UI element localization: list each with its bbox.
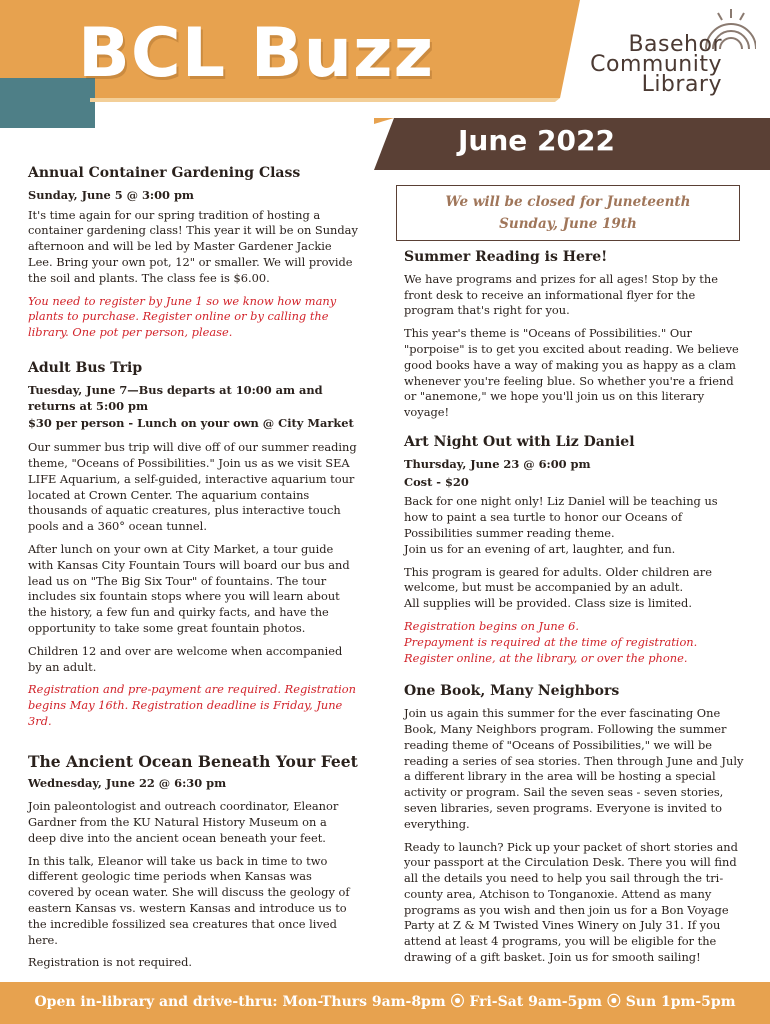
bullet-icon: ⦿ — [450, 994, 465, 1010]
gardening-section — [28, 166, 358, 341]
bus-title: Adult Bus Trip — [28, 359, 143, 376]
bus-note: Registration and pre-payment are required. Registration begins May 16th. Registration deadline is Friday, June 3rd. — [28, 682, 357, 728]
art-title: Art Night Out with Liz Daniel — [404, 433, 635, 450]
closure-notice — [396, 185, 740, 241]
gardening-body: It's time again for our spring tradition of hosting a container gardening class! This year it will be on Sunday afternoon and will be led by Master Gardener Jackie Lee. Bring your own pot, 12" or smaller. We will provide the soil and plants. The class fee is $6.00. — [28, 207, 358, 285]
summer-p1: We have programs and prizes for all ages! Stop by the front desk to receive an informational flyer for the program that's right for you. — [404, 271, 718, 318]
hours-weekday: Open in-library and drive-thru: Mon-Thurs 9am-8pm — [34, 994, 446, 1010]
art-p2 — [404, 565, 744, 612]
art-section — [404, 435, 744, 666]
onebook-title: One Book, Many Neighbors — [404, 683, 620, 700]
bus-p3: Children 12 and over are welcome when accompanied by an adult. — [28, 643, 343, 674]
art-p2b: All supplies will be provided. Class size is limited. — [404, 596, 692, 611]
library-logo — [590, 4, 756, 97]
bullet-icon: ⦿ — [606, 994, 621, 1010]
art-note-3: Register online, at the library, or over the phone. — [404, 650, 688, 665]
closure-line-1: We will be closed for Juneteenth — [445, 194, 691, 210]
art-cost: Cost - $20 — [404, 474, 469, 489]
logo-word-2: Community — [590, 52, 722, 77]
onebook-p2: Ready to launch? Pick up your packet of short stories and your passport at the Circulation Desk. There you will find all the details you need to help you sail through the tri-county area, Atchison to Tonganoxie. Attend as many programs as you wish and then join us for a Bon Voyage Party at Z & M Twisted Vines Winery on July 31. If you attend at least 4 programs, you will be eligible for the drawing of a gift basket. Join us for smooth sailing! — [404, 839, 738, 965]
onebook-section — [404, 684, 744, 966]
bus-p2: After lunch on your own at City Market, a tour guide with Kansas City Fountain Tours will board our bus and lead us on "The Big Six Tour" of fountains. The tour includes six fountain stops where you will learn about the history, a few fun and quirky facts, and have the opportunity to take some great fountain photos. — [28, 541, 350, 635]
ocean-title: The Ancient Ocean Beneath Your Feet — [28, 751, 358, 771]
gardening-when: Sunday, June 5 @ 3:00 pm — [28, 187, 194, 202]
art-note — [404, 619, 744, 666]
hours-sunday: Sun 1pm-5pm — [625, 994, 736, 1010]
art-note-1: Registration begins on June 6. — [404, 618, 579, 633]
ocean-p3: Registration is not required. — [28, 955, 193, 970]
bus-cost: $30 per person - Lunch on your own @ City Market — [28, 416, 354, 431]
gardening-note: You need to register by June 1 so we know how many plants to purchase. Register online or by calling the library. One pot per person, please. — [28, 293, 337, 340]
bus-when: Tuesday, June 7—Bus departs at 10:00 am and returns at 5:00 pm — [28, 382, 323, 413]
ocean-section — [28, 751, 358, 972]
art-when: Thursday, June 23 @ 6:00 pm — [404, 456, 591, 471]
logo-word-3: Library — [641, 72, 722, 97]
summer-title: Summer Reading is Here! — [404, 249, 608, 265]
closure-line-2: Sunday, June 19th — [499, 216, 637, 232]
onebook-p1: Join us again this summer for the ever fascinating One Book, Many Neighbors program. Following the summer reading theme of "Oceans of Possibilities," we will be reading a series of sea stories. Then through June and July a different library in the area will be hosting a special activity or program. Sail the seven seas - seven stories, seven libraries, seven programs. Everyone is invited to everything. — [404, 706, 744, 831]
art-p1a: Back for one night only! Liz Daniel will be teaching us how to paint a sea turtle to honor our Oceans of Possibilities summer reading theme. — [404, 494, 718, 540]
ocean-p1: Join paleontologist and outreach coordinator, Eleanor Gardner from the KU Natural History Museum on a deep dive into the ancient ocean beneath your feet. — [28, 799, 339, 845]
right-column — [404, 250, 744, 980]
ocean-p2: In this talk, Eleanor will take us back in time to two different geologic time periods when Kansas was covered by ocean water. She will discuss the geology of eastern Kansas vs. western Kansas and introduce us to the incredible fossilized sea creatures that once lived here. — [28, 853, 350, 947]
footer-hours — [0, 982, 770, 1024]
summer-p2: This year's theme is "Oceans of Possibilities." Our "porpoise" is to get you excited about reading. We believe good books have a way of making you as happy as a clam whenever you're feeling blue. So whether you're a friend or "anemone," we hope you'll join us on this literary voyage! — [404, 326, 739, 420]
hours-friday-saturday: Fri-Sat 9am-5pm — [469, 994, 602, 1010]
gardening-title: Annual Container Gardening Class — [28, 165, 301, 181]
art-p1 — [404, 494, 744, 557]
left-column — [28, 166, 358, 985]
logo-word-1: Basehor — [628, 32, 722, 57]
issue-date: June 2022 — [458, 124, 615, 157]
bus-p1: Our summer bus trip will dive off of our summer reading theme, "Oceans of Possibilities." Join us as we visit SEA LIFE Aquarium, a self-guided, interactive aquarium tour located at Crown Center. The aquarium contains thousands of aquatic creatures, plus interactive touch pools and a 360° ocean tunnel. — [28, 440, 357, 534]
art-p2a: This program is geared for adults. Older children are welcome, but must be accompanied by an adult. — [404, 564, 712, 595]
summer-section — [404, 250, 744, 421]
bus-section — [28, 361, 358, 730]
ocean-when: Wednesday, June 22 @ 6:30 pm — [28, 775, 227, 790]
newsletter-title: BCL Buzz — [78, 14, 435, 93]
art-note-2: Prepayment is required at the time of registration. — [404, 634, 698, 649]
art-p1b: Join us for an evening of art, laughter, and fun. — [404, 541, 676, 556]
